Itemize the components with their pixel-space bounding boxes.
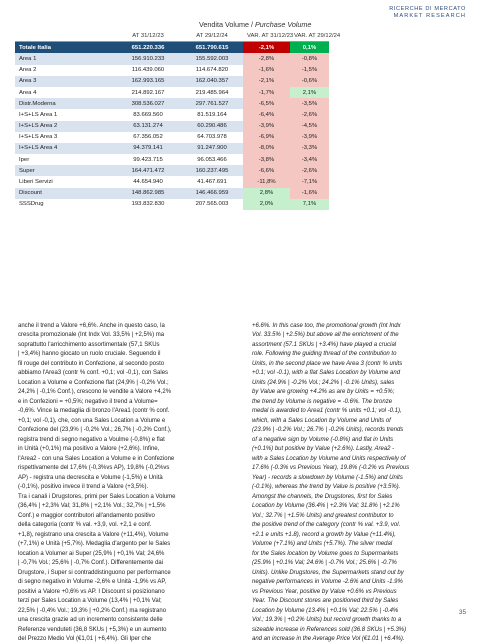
- text-line: (36,4% | +2,3% Val; 31,8% | +2,1% Vol.; 32,7% | +1,5%: [18, 503, 166, 510]
- text-line: Drugstore, i Super si contraddistinguono per performance: [18, 569, 171, 576]
- text-line: della categoria (contr % val. +3,9, vol. +2,1 e conf.: [18, 522, 152, 529]
- variation-cell: -0,8%: [290, 53, 329, 64]
- text-line: Units, in the second place we have Area 3 (contr % units: [252, 360, 403, 367]
- variation-cell: -6,9%: [243, 132, 290, 143]
- brand-logo: [389, 6, 466, 20]
- text-line: +0.1; vol -0.1), with a flat Sales Location by Volume and: [252, 370, 401, 377]
- table-row: [15, 165, 329, 176]
- value-cell: 297.761.527: [181, 98, 243, 109]
- total-variation: 0,1%: [290, 42, 329, 54]
- text-line: -0,6%. Vince la medaglia di bronzo l'Area1 (contr % conf.: [18, 408, 170, 415]
- value-cell: 99.423.715: [115, 154, 181, 165]
- value-cell: 148.862.985: [115, 188, 181, 199]
- variation-cell: -0,6%: [290, 76, 329, 87]
- text-line: (-0.1%), whereas the trend by Value is positive (+3.5%).: [252, 484, 401, 491]
- table-title-italic: Purchase Volume: [254, 20, 312, 29]
- value-cell: 116.439.060: [115, 65, 181, 76]
- table-header-row: [15, 30, 329, 42]
- volume-table: [15, 30, 341, 210]
- text-line: +2.1 e units +1.8), record a growth by Value (+11.4%),: [252, 531, 396, 538]
- table-row: [15, 132, 329, 143]
- total-variation: -2,1%: [243, 42, 290, 54]
- value-cell: 63.131.274: [115, 121, 181, 132]
- variation-cell: 2,1%: [290, 87, 329, 98]
- row-label: I+S+LS Area 3: [15, 132, 115, 143]
- text-line: l'Area2 - con una Sales Location a Volume e in Confezione: [18, 455, 175, 462]
- text-line: Units (24.9% | -0.2% Vol.; 24.2% | -0.1% Units), sales: [252, 379, 395, 386]
- italian-text-column: [18, 322, 237, 644]
- brand-line-2: MARKET RESEARCH: [393, 13, 466, 19]
- text-line: rispettivamente del 17,6% (-0,3%vs AP), 19,8% (-0,2%vs: [18, 465, 170, 472]
- value-cell: 114.674.820: [181, 65, 243, 76]
- value-cell: 41.467.691: [181, 176, 243, 187]
- variation-cell: -2,8%: [243, 53, 290, 64]
- variation-cell: -3,8%: [243, 154, 290, 165]
- text-line: assortment (57.1 SKUs | +3.4%) have played a crucial: [252, 341, 397, 348]
- text-line: the trend by Volume is negative = -0.6%. The bronze: [252, 398, 393, 405]
- text-line: Vol.; 19.3% | +0.2% Units) but record growth thanks to a: [252, 617, 402, 624]
- text-line: Volume (+7.1%) and Units (+5.7%). The silver medal: [252, 541, 393, 548]
- row-label: Area 3: [15, 76, 115, 87]
- text-line: registra trend di segno negativo a Voulme (-0,8%) e flat: [18, 436, 165, 443]
- table-row: [15, 87, 329, 98]
- text-line: (+7,1%) e Unità (+5,7%). Medaglia d'argento per le Sales: [18, 541, 171, 548]
- variation-cell: -1,6%: [290, 188, 329, 199]
- text-line: +6.6%. In this case too, the promotional growth (Int Indx: [252, 323, 401, 329]
- value-cell: 207.565.003: [181, 199, 243, 210]
- text-line: AP) - registra una decrescita e Volume (-1,5%) e Unità: [18, 474, 163, 481]
- variation-cell: -2,1%: [243, 76, 290, 87]
- text-line: e in Confezioni = +0,5%; negativo il trend a Volume=: [18, 398, 158, 405]
- variation-cell: -3,4%: [290, 154, 329, 165]
- variation-cell: -3,9%: [243, 121, 290, 132]
- page-number: 35: [458, 609, 466, 616]
- brand-line-1: RICERCHE DI MERCATO: [389, 6, 466, 12]
- header-cell: AT 31/12/23: [115, 30, 181, 42]
- text-line: Location a Volume e Confezione flat (24,9% | -0,2% Vol.;: [18, 379, 169, 386]
- variation-cell: -2,6%: [290, 165, 329, 176]
- table-row: [15, 98, 329, 109]
- variation-cell: -6,4%: [243, 109, 290, 120]
- table-row: [15, 188, 329, 199]
- total-value: 651.790.615: [181, 42, 243, 54]
- text-line: abbiamo l'Area3 (contr % conf. +0,1; vol -0,1), con Sales: [18, 370, 169, 377]
- text-line: (+0.1%) but positive by Value (+2.6%). Lastly, Area2 -: [252, 446, 395, 453]
- text-line: (-0,1%), positivo invece il trend a Valore (+3,5%).: [18, 484, 149, 491]
- value-cell: 83.669.560: [115, 109, 181, 120]
- value-cell: 146.466.959: [181, 188, 243, 199]
- text-line: del Prezzo Medio Vol (€1,01 | +6,4%). Gli Iper che: [18, 635, 152, 642]
- value-cell: 308.536.027: [115, 98, 181, 109]
- table-row: [15, 199, 329, 210]
- table-row: [15, 176, 329, 187]
- text-line: (25.9% | +0.1% Val; 24.6% | -0.7% Vol.; 25.6% | -0.7%: [252, 560, 397, 567]
- text-line: crescita promozionale (Int Indx Vol. 33,5% | +2,5%) ma: [18, 332, 165, 339]
- table-row: [15, 53, 329, 64]
- value-cell: 91.247.900: [181, 143, 243, 154]
- value-cell: 155.592.003: [181, 53, 243, 64]
- text-line: 22,5% | -0,4% Vol.; 19,3% | +0,2% Conf.) ma registrano: [18, 607, 167, 614]
- value-cell: 214.892.167: [115, 87, 181, 98]
- text-line: Vol. 33.5% | +2.5%) but above all the enrichment of the: [252, 332, 399, 339]
- text-line: negative performances in Volume -2.6% and Units -1.9%: [252, 579, 403, 586]
- text-line: positivi a Valore +0,6% vs AP. I Discount si posizionano: [18, 588, 165, 595]
- table-row: [15, 76, 329, 87]
- table-row: [15, 121, 329, 132]
- text-line: by Value are growing +4.2% as are by Units = +0.5%;: [252, 389, 395, 396]
- text-line: role. Following the guiding thread of the contribution to: [252, 351, 397, 358]
- text-line: +1,8), registrano una crescita a Valore (+11,4%), Volume: [18, 531, 169, 538]
- text-line: of a negative sign by Volume (-0.8%) and flat in Units: [252, 436, 394, 443]
- text-line: Amongst the channels, the Drugstores, first for Sales: [252, 493, 393, 500]
- text-line: the positive trend of the category (contr % val. +3.9, vol.: [252, 522, 401, 529]
- header-cell: AT 29/12/24: [181, 30, 243, 42]
- value-cell: 193.832.830: [115, 199, 181, 210]
- text-line: Vol.; 32.7% | +1.5% Units) and greatest contributor to: [252, 512, 394, 519]
- row-label: Iper: [15, 154, 115, 165]
- variation-cell: 2,8%: [243, 188, 290, 199]
- text-line: Confezione del (23,9% | -0,2% Vol.; 26,7% | -0,2% Conf.),: [18, 427, 172, 434]
- variation-cell: -1,5%: [290, 65, 329, 76]
- text-line: Location by Volume (36.4% | +2.3% Val; 31.8% | +2.1%: [252, 503, 400, 510]
- row-label: I+S+LS Area 1: [15, 109, 115, 120]
- row-label: Liberi Servizi: [15, 176, 115, 187]
- row-label: I+S+LS Area 2: [15, 121, 115, 132]
- variation-cell: -3,5%: [290, 98, 329, 109]
- row-label: Area 4: [15, 87, 115, 98]
- text-line: | +3,4%) hanno giocato un ruolo cruciale. Seguendo il: [18, 351, 161, 358]
- total-row: [15, 42, 329, 54]
- variation-cell: -6,5%: [243, 98, 290, 109]
- table-title-plain: Vendita Volume /: [199, 20, 255, 29]
- variation-cell: -3,9%: [290, 132, 329, 143]
- text-line: in Unità (+0,1%) ma positivo a Valore (+2,6%). Infine,: [18, 446, 160, 453]
- text-line: | -0,7% Vol.; 25,6% | -0,7% Conf.). Differentemente dai: [18, 560, 164, 567]
- value-cell: 60.290.486: [181, 121, 243, 132]
- table-row: [15, 154, 329, 165]
- text-line: Location by Volume (13.4% | +0.1% Val; 22.5% | -0.4%: [252, 607, 399, 614]
- text-line: anche il trend a Valore +6,6%. Anche in questo caso, la: [18, 323, 165, 329]
- row-label: Distr.Moderna: [15, 98, 115, 109]
- row-label: Discount: [15, 188, 115, 199]
- variation-cell: -4,5%: [290, 121, 329, 132]
- text-line: 17.6% (-0.3% vs Previous Year), 19.8% (-0.2% vs Previous: [252, 465, 410, 472]
- variation-cell: -7,1%: [290, 176, 329, 187]
- total-label: Totale Italia: [15, 42, 115, 54]
- text-line: medal is awarded to Area1 (contr % units +0.1; vol -0.1),: [252, 408, 402, 415]
- variation-cell: -8,0%: [243, 143, 290, 154]
- row-label: SSSDrug: [15, 199, 115, 210]
- value-cell: 156.910.233: [115, 53, 181, 64]
- row-label: I+S+LS Area 4: [15, 143, 115, 154]
- header-cell: VAR. AT 29/12/24: [290, 30, 329, 42]
- text-line: (23.9% | -0.2% Vol.; 26.7% | -0.2% Units), records trends: [252, 427, 404, 434]
- value-cell: 64.703.978: [181, 132, 243, 143]
- text-line: +0,1; vol -0,1), che, con una Sales Location a Volume e: [18, 417, 166, 424]
- text-line: una crescita grazie ad un incremento consistente delle: [18, 617, 163, 624]
- variation-cell: -1,6%: [243, 65, 290, 76]
- variation-cell: 7,1%: [290, 199, 329, 210]
- variation-cell: -6,6%: [243, 165, 290, 176]
- english-text-column: [252, 322, 474, 644]
- value-cell: 162.040.357: [181, 76, 243, 87]
- text-line: and an increase in the Average Price Vol (€1.01 | +6.4%).: [252, 635, 405, 642]
- text-line: di segno negativo in Volume -2,6% e Unità -1,9% vs AP,: [18, 579, 167, 586]
- value-cell: 164.471.472: [115, 165, 181, 176]
- text-line: with a Sales Location by Volume and Units respectively of: [252, 455, 406, 462]
- value-cell: 94.379.141: [115, 143, 181, 154]
- text-line: fil rouge del contributo in Confezione, al secondo posto: [18, 360, 165, 367]
- variation-cell: -3,3%: [290, 143, 329, 154]
- value-cell: 160.237.495: [181, 165, 243, 176]
- text-line: soprattutto l'arricchimento assortimentale (57,1 SKUs: [18, 341, 160, 348]
- text-line: Tra i canali i Drugstores, primi per Sales Location a Volume: [18, 493, 176, 500]
- row-label: Area 1: [15, 53, 115, 64]
- text-line: Units). Unlike Drugstores, the Supermarkets stand out by: [252, 569, 404, 576]
- variation-cell: -11,8%: [243, 176, 290, 187]
- value-cell: 81.519.164: [181, 109, 243, 120]
- table-row: [15, 65, 329, 76]
- header-cell: [15, 30, 115, 42]
- value-cell: 162.993.165: [115, 76, 181, 87]
- value-cell: 67.356.052: [115, 132, 181, 143]
- variation-cell: 2,0%: [243, 199, 290, 210]
- value-cell: 44.654.940: [115, 176, 181, 187]
- row-label: Super: [15, 165, 115, 176]
- total-value: 651.220.336: [115, 42, 181, 54]
- text-line: Year) - records a slowdown by Volume (-1.5%) and Units: [252, 474, 403, 481]
- variation-cell: -2,6%: [290, 109, 329, 120]
- row-label: Area 2: [15, 65, 115, 76]
- text-line: sizeable increase in References sold (36.8 SKUs | +5.3%): [252, 626, 407, 633]
- table-row: [15, 109, 329, 120]
- text-line: Year. The Discount stores are positioned third by Sales: [252, 598, 399, 605]
- text-line: Referenze venduteti (36,8 SKUs | +5,3%) e un aumento: [18, 626, 167, 633]
- text-line: vs Previous Year, positive by Value +0.6% vs Previous: [252, 588, 397, 595]
- table-title: [199, 20, 311, 29]
- header-cell: VAR. AT 31/12/23: [243, 30, 290, 42]
- value-cell: 96.053.466: [181, 154, 243, 165]
- text-line: terzi per Sales Location a Volume (13,4% | +0,1% Val;: [18, 598, 162, 605]
- table-row: [15, 143, 329, 154]
- value-cell: 219.485.964: [181, 87, 243, 98]
- text-line: location a Volumer ai Super (25,9% | +0,1% Val; 24,6%: [18, 550, 165, 557]
- text-line: which, with a Sales Location by Volume and Units of: [252, 417, 391, 424]
- text-line: Conf.) e maggior contributori all'andamento positivo: [18, 512, 155, 519]
- text-line: 24,2% | -0,1% Conf.), crescono le vendite a Valore +4,2%: [18, 389, 172, 396]
- variation-cell: -1,7%: [243, 87, 290, 98]
- text-line: for the Sales location by Volume goes to Supermarkets: [252, 550, 399, 557]
